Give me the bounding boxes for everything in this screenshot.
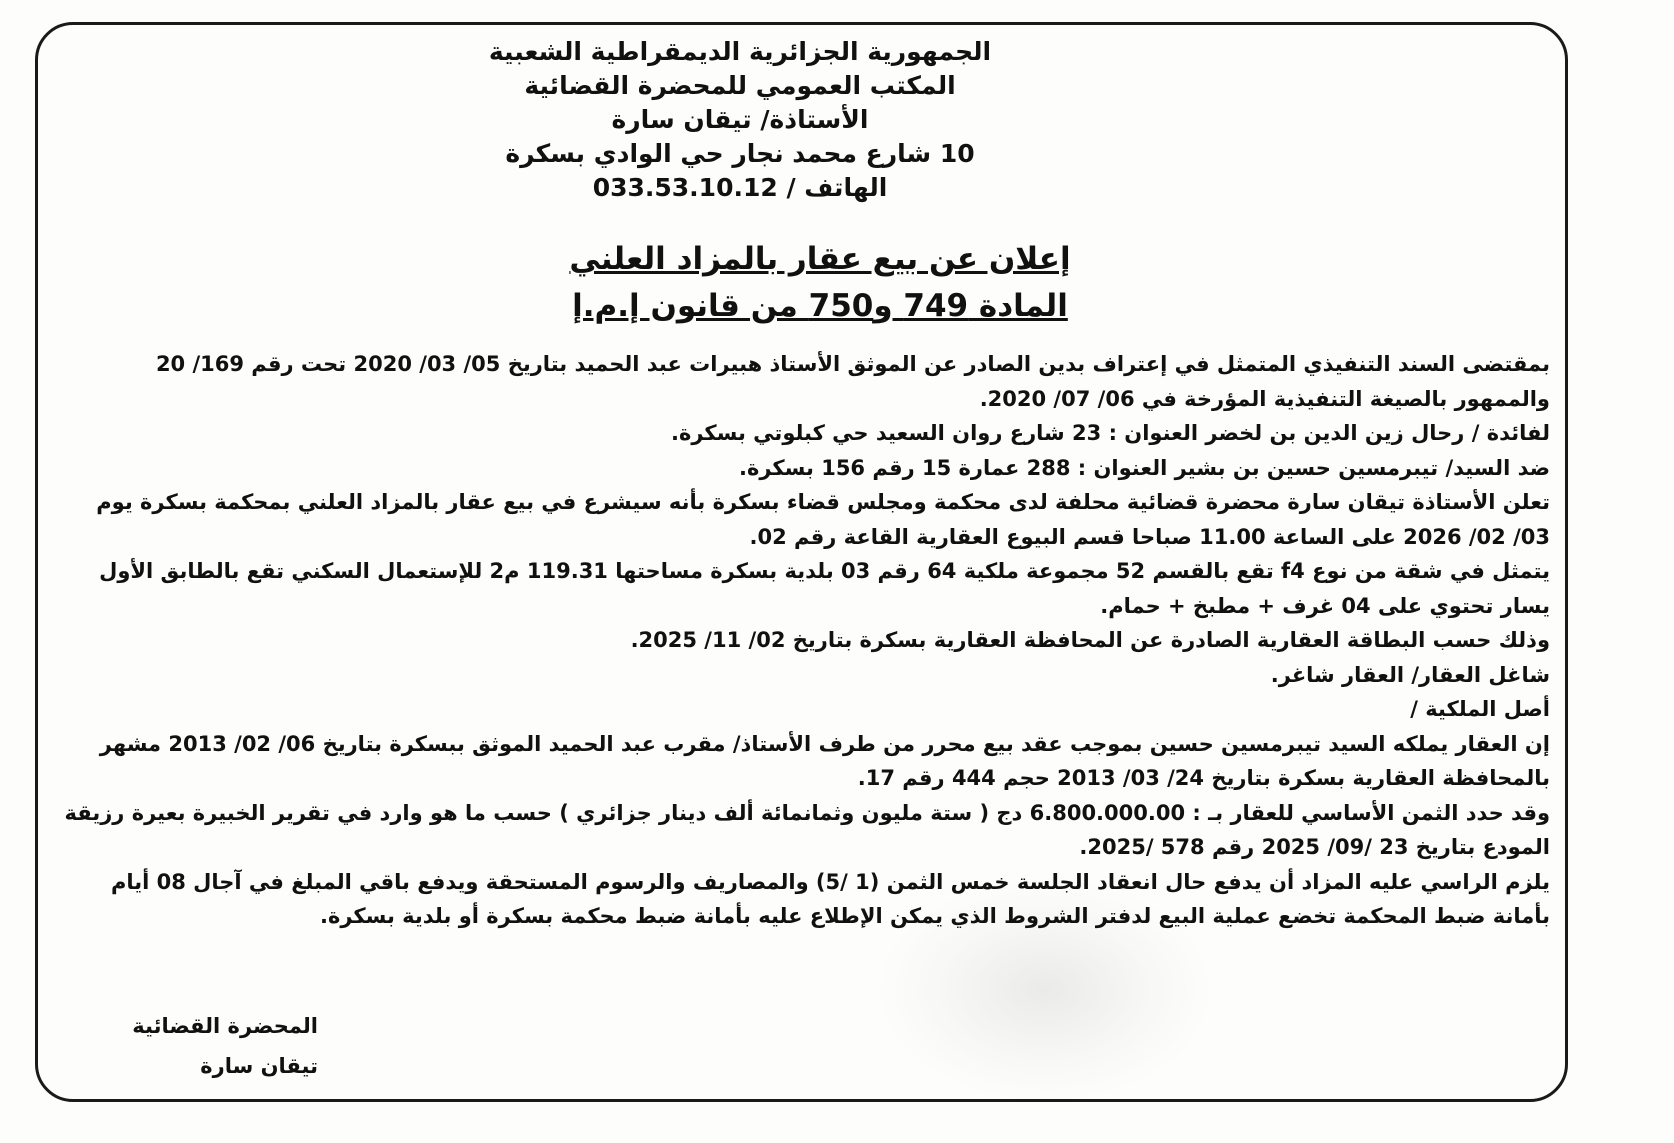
- notice-subtitle: المادة 749 و750 من قانون إ.م.إ: [572, 288, 1068, 324]
- signature-name: تيقان سارة: [200, 1054, 318, 1078]
- body-debtor: ضد السيد/ تيبرمسين حسين بن بشير العنوان : 288 عمارة 15 رقم 156 بسكرة.: [738, 455, 1550, 480]
- notice-body: [58, 347, 1550, 934]
- header-republic: الجمهورية الجزائرية الديمقراطية الشعبية: [488, 37, 992, 66]
- header-address: 10 شارع محمد نجار حي الوادي بسكرة: [505, 139, 975, 168]
- body-ownership-origin: إن العقار يملكه السيد تيبرمسين حسين بموجب عقد بيع محرر من طرف الأستاذ/ مقرب عبد الحميد الموثق ببسكرة بتاريخ 06/ 02/ 2013 مشهر بالمحافظة العقارية بسكرة بتاريخ 24/ 03/ 2013 حجم 444 رقم 17.: [99, 731, 1550, 790]
- header-phone: الهاتف / 033.53.10.12: [592, 173, 888, 202]
- body-property-description: يتمثل في شقة من نوع f4 تقع بالقسم 52 مجموعة ملكية 64 رقم 03 بلدية بسكرة مساحتها 119.31 م2 للإستعمال السكني تقع بالطابق الأول يسار تحتوي على 04 غرف + مطبخ + حمام.: [99, 559, 1550, 618]
- body-land-registry: وذلك حسب البطاقة العقارية الصادرة عن المحافظة العقارية بسكرة بتاريخ 02/ 11/ 2025.: [630, 628, 1550, 652]
- body-occupant: شاغل العقار/ العقار شاغر.: [1270, 662, 1550, 687]
- body-enforcement-title: بمقتضى السند التنفيذي المتمثل في إعتراف بدين الصادر عن الموثق الأستاذ هبيرات عبد الحميد بتاريخ 05/ 03/ 2020 تحت رقم 169/ 20 والممهور بالصيغة التنفيذية المؤرخة في 06/ 07/ 2020.: [155, 352, 1550, 411]
- header-bailiff-name: الأستاذة/ تيقان سارة: [611, 105, 869, 134]
- body-ownership-heading: أصل الملكية /: [1410, 697, 1550, 721]
- body-auction-announcement: تعلن الأستاذة تيقان سارة محضرة قضائية محلفة لدى محكمة ومجلس قضاء بسكرة بأنه سيشرع في بيع عقار بالمزاد العلني بمحكمة بسكرة يوم 03/ 02/ 2026 على الساعة 11.00 صباحا قسم البيوع العقارية القاعة رقم 02.: [96, 490, 1550, 549]
- notice-title: إعلان عن بيع عقار بالمزاد العلني: [569, 241, 1071, 277]
- body-payment-terms: يلزم الراسي عليه المزاد أن يدفع حال انعقاد الجلسة خمس الثمن (1 /5) والمصاريف والرسوم المستحقة ويدفع باقي المبلغ في آجال 08 أيام بأمانة ضبط المحكمة تخضع عملية البيع لدفتر الشروط الذي يمكن الإطلاع عليه بأمانة ضبط محكمة بسكرة أو بلدية بسكرة.: [110, 869, 1550, 928]
- header-office: المكتب العمومي للمحضرة القضائية: [524, 71, 956, 100]
- signature-block: [58, 1006, 318, 1086]
- signature-title: المحضرة القضائية: [132, 1014, 318, 1038]
- body-beneficiary: لفائدة / رحال زين الدين بن لخضر العنوان : 23 شارع روان السعيد حي كبلوتي بسكرة.: [670, 421, 1550, 445]
- body-base-price: وقد حدد الثمن الأساسي للعقار بـ : 6.800.000.00 دج ( ستة مليون وثمانمائة ألف دينار جزائري ) حسب ما هو وارد في تقرير الخبيرة بعيرة رزيقة المودع بتاريخ 23 /09/ 2025 رقم 578 /2025.: [64, 800, 1550, 859]
- office-header: [420, 35, 1060, 205]
